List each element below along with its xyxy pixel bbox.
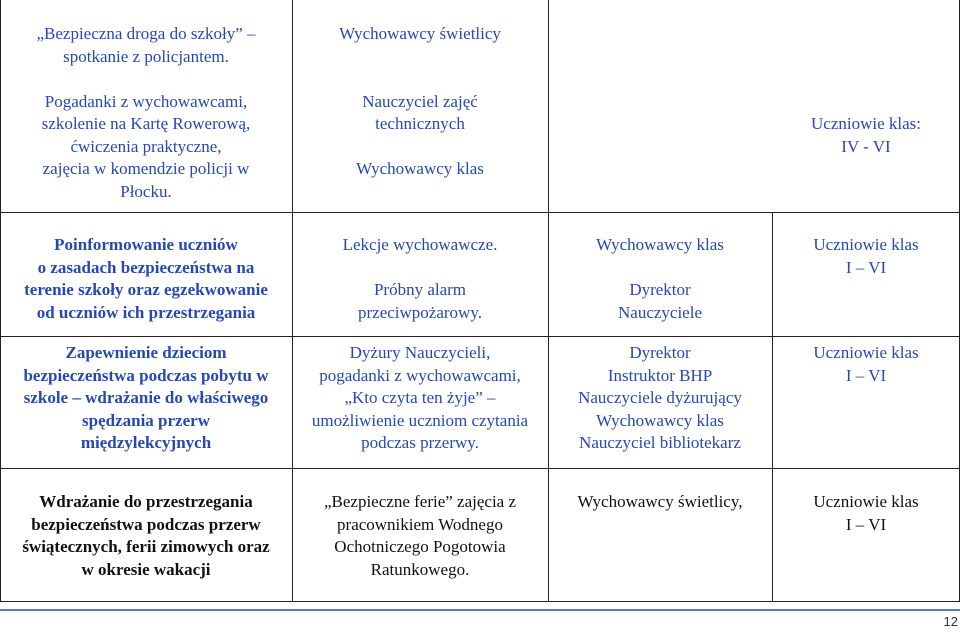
responsible-cell bbox=[548, 468, 772, 602]
cell-line: podczas przerwy. bbox=[361, 433, 479, 452]
cell-line: bezpieczeństwa podczas pobytu w bbox=[23, 365, 269, 385]
table-row bbox=[0, 336, 960, 468]
cell-line: Próbny alarm bbox=[373, 280, 467, 299]
table-border-left bbox=[0, 0, 1, 602]
cell-line: Uczniowie klas bbox=[813, 343, 919, 362]
cell-line: Lekcje wychowawcze. bbox=[342, 235, 498, 254]
cell-line: od uczniów ich przestrzegania bbox=[36, 302, 256, 322]
cell-line: Dyżury Nauczycieli, bbox=[349, 343, 491, 362]
cell-line: technicznych bbox=[375, 114, 465, 133]
cell-line: świątecznych, ferii zimowych oraz bbox=[22, 537, 270, 556]
cell-line: Nauczyciele bbox=[618, 302, 702, 322]
cell-line: o zasadach bezpieczeństwa na bbox=[37, 257, 255, 277]
activity-cell bbox=[0, 336, 292, 468]
cell-line: w okresie wakacji bbox=[81, 559, 211, 579]
column-divider bbox=[292, 0, 293, 602]
cell-line: I – VI bbox=[845, 257, 887, 277]
cell-line: Nauczyciel bibliotekarz bbox=[579, 433, 741, 452]
cell-line: Wychowawcy świetlicy, bbox=[577, 492, 743, 511]
table-row bbox=[0, 212, 960, 336]
responsible-cell bbox=[548, 212, 772, 336]
footer-rule bbox=[0, 609, 960, 611]
page-number: 12 bbox=[943, 614, 958, 629]
participants-cell bbox=[772, 212, 960, 336]
column-divider bbox=[772, 212, 773, 602]
cell-line: Wdrażanie do przestrzegania bbox=[39, 492, 253, 511]
cell-line: Wychowawcy świetlicy bbox=[339, 24, 501, 43]
cell-line: Nauczyciel zajęć bbox=[362, 91, 478, 111]
cell-line: I – VI bbox=[845, 514, 887, 534]
cell-line: pogadanki z wychowawcami, bbox=[319, 365, 521, 385]
cell-line: umożliwienie uczniom czytania bbox=[311, 410, 529, 430]
activity-cell bbox=[0, 0, 292, 212]
row-divider bbox=[0, 212, 960, 213]
cell-line: terenie szkoły oraz egzekwowanie bbox=[24, 280, 268, 299]
table-row bbox=[0, 0, 960, 212]
cell-line: „Bezpieczna droga do szkoły” – bbox=[36, 24, 256, 43]
cell-line: Nauczyciele dyżurujący bbox=[578, 388, 742, 407]
cell-line: Uczniowie klas bbox=[813, 235, 919, 254]
cell-line: Zapewnienie dzieciom bbox=[65, 343, 227, 362]
cell-line: Pogadanki z wychowawcami, bbox=[44, 91, 248, 111]
cell-line: Płocku. bbox=[120, 181, 172, 201]
cell-line: Wychowawcy klas bbox=[596, 235, 724, 254]
cell-line: międzylekcyjnych bbox=[80, 433, 212, 452]
cell-line: Wychowawcy klas bbox=[596, 410, 724, 430]
table-row bbox=[0, 468, 960, 602]
cell-line: Uczniowie klas bbox=[813, 492, 919, 511]
cell-line: pracownikiem Wodnego bbox=[337, 514, 503, 534]
cell-line: Wychowawcy klas bbox=[356, 159, 484, 178]
cell-line: Dyrektor bbox=[629, 343, 691, 362]
method-cell bbox=[292, 336, 548, 468]
cell-line: spędzania przerw bbox=[82, 410, 210, 430]
column-divider bbox=[548, 0, 549, 602]
cell-line: zajęcia w komendzie policji w bbox=[42, 159, 250, 178]
cell-line: IV - VI bbox=[841, 136, 891, 156]
cell-line: bezpieczeństwa podczas przerw bbox=[31, 514, 261, 534]
participants-cell bbox=[548, 0, 960, 212]
cell-line: Dyrektor bbox=[629, 280, 691, 299]
cell-line: Uczniowie klas: bbox=[811, 114, 921, 133]
cell-line: Instruktor BHP bbox=[607, 365, 713, 385]
row-divider bbox=[0, 336, 960, 337]
cell-line: Ratunkowego. bbox=[370, 559, 470, 579]
method-cell bbox=[292, 468, 548, 602]
cell-line: ćwiczenia praktyczne, bbox=[70, 136, 222, 156]
cell-line: I – VI bbox=[845, 365, 887, 385]
responsible-cell bbox=[548, 336, 772, 468]
cell-line: szkole – wdrażanie do właściwego bbox=[23, 388, 269, 407]
cell-line: przeciwpożarowy. bbox=[358, 302, 482, 322]
participants-cell bbox=[772, 336, 960, 468]
cell-line: „Bezpieczne ferie” zajęcia z bbox=[323, 492, 517, 511]
cell-line: szkolenie na Kartę Rowerową, bbox=[41, 114, 251, 133]
row-divider bbox=[0, 468, 960, 469]
participants-cell bbox=[772, 468, 960, 602]
cell-line: Ochotniczego Pogotowia bbox=[334, 537, 506, 556]
table-border-bottom bbox=[0, 601, 960, 602]
cell-line: Poinformowanie uczniów bbox=[54, 235, 238, 254]
responsible-cell bbox=[292, 0, 548, 212]
method-cell bbox=[292, 212, 548, 336]
activity-cell bbox=[0, 468, 292, 602]
cell-line: „Kto czyta ten żyje” – bbox=[344, 388, 496, 407]
activity-cell bbox=[0, 212, 292, 336]
cell-line: spotkanie z policjantem. bbox=[63, 46, 229, 66]
